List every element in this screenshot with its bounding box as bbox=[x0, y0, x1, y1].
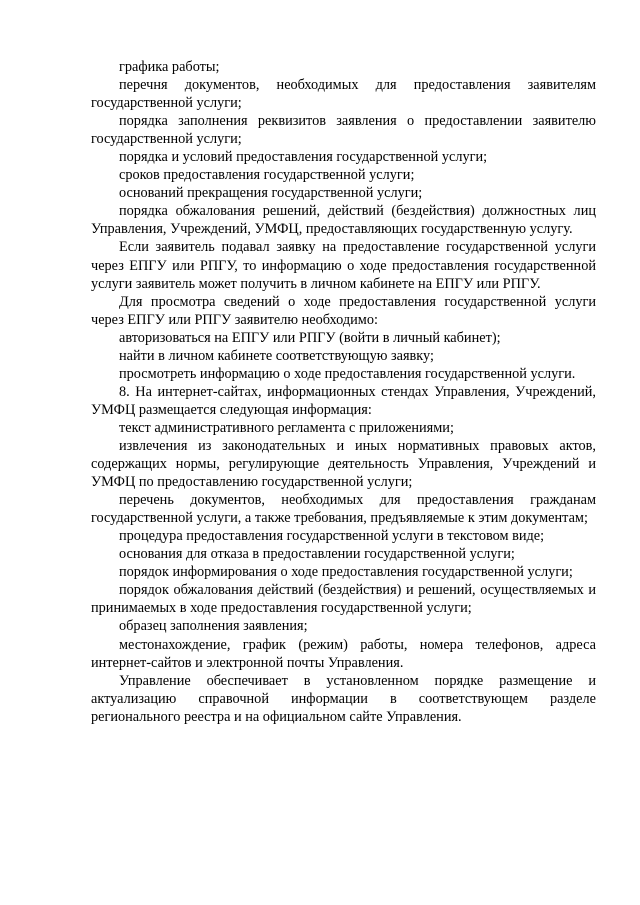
paragraph-terms: сроков предоставления государственной услуги; bbox=[119, 167, 415, 184]
paragraph-documents-list: перечня документов, необходимых для предоставления заявителям государственной услуги; bbox=[91, 77, 596, 112]
paragraph-informing-procedure: порядок информирования о ходе предоставления государственной услуги; bbox=[119, 564, 573, 581]
document-page bbox=[91, 58, 596, 726]
paragraph-refusal-grounds: основания для отказа в предоставлении государственной услуги; bbox=[119, 546, 515, 563]
paragraph-termination-grounds: оснований прекращения государственной услуги; bbox=[119, 185, 423, 202]
paragraph-legal-extracts: извлечения из законодательных и иных нормативных правовых актов, содержащих нормы, регулирующие деятельность Управления, Учреждений и УМФЦ по предоставлению государственной услуги; bbox=[91, 437, 596, 491]
paragraph-work-schedule: графика работы; bbox=[119, 59, 220, 75]
paragraph-find-application: найти в личном кабинете соответствующую заявку; bbox=[119, 347, 434, 364]
paragraph-authorize: авторизоваться на ЕПГУ или РПГУ (войти в личный кабинет); bbox=[119, 329, 501, 346]
paragraph-section-8: 8. На интернет-сайтах, информационных стендах Управления, Учреждений, УМФЦ размещается следующая информация: bbox=[91, 383, 596, 418]
paragraph-procedure-text: процедура предоставления государственной услуги в текстовом виде; bbox=[119, 528, 545, 545]
paragraph-appeal-actions: порядок обжалования действий (бездействия) и решений, осуществляемых и принимаемых в ходе предоставления государственной услуги; bbox=[91, 582, 596, 617]
paragraph-conditions: порядка и условий предоставления государственной услуги; bbox=[119, 149, 488, 166]
paragraph-regulation-text: текст административного регламента с приложениями; bbox=[119, 419, 454, 436]
paragraph-contacts: местонахождение, график (режим) работы, номера телефонов, адреса интернет-сайтов и электронной почты Управления. bbox=[91, 636, 596, 671]
paragraph-view-status: просмотреть информацию о ходе предоставления государственной услуги. bbox=[119, 365, 576, 382]
paragraph-registry-update: Управление обеспечивает в установленном порядке размещение и актуализацию справочной информации в соответствующем разделе регионального реестра и на официальном сайте Управления. bbox=[91, 672, 596, 725]
paragraph-appeal-procedure: порядка обжалования решений, действий (бездействия) должностных лиц Управления, Учреждений, УМФЦ, предоставляющих государственную услугу. bbox=[91, 203, 596, 238]
paragraph-required-documents: перечень документов, необходимых для предоставления гражданам государственной услуги, а также требования, предъявляемые к этим документам; bbox=[91, 492, 596, 527]
paragraph-sample-form: образец заполнения заявления; bbox=[119, 618, 308, 635]
paragraph-application-details: порядка заполнения реквизитов заявления о предоставлении заявителю государственной услуги; bbox=[91, 113, 596, 148]
paragraph-personal-cabinet: Если заявитель подавал заявку на предоставление государственной услуги через ЕПГУ или РПГУ, то информацию о ходе предоставления государственной услуги заявитель может получить в личном кабинете на ЕПГУ или РПГУ. bbox=[91, 239, 596, 292]
paragraph-view-status-intro: Для просмотра сведений о ходе предоставления государственной услуги через ЕПГУ или РПГУ заявителю необходимо: bbox=[91, 293, 596, 328]
